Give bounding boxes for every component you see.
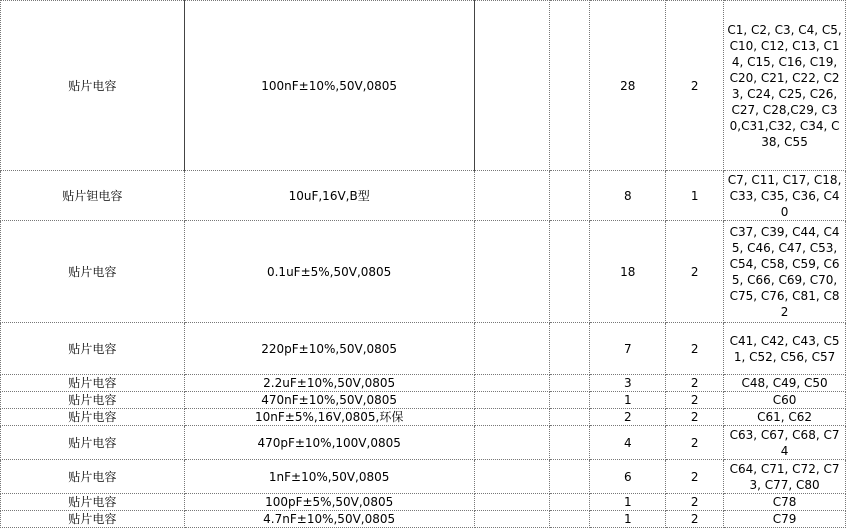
spec-cell[interactable]: 10nF±5%,16V,0805,环保 <box>184 409 474 426</box>
empty-cell[interactable] <box>550 221 590 323</box>
empty-cell[interactable] <box>550 375 590 392</box>
name-cell[interactable]: 贴片电容 <box>1 323 185 375</box>
spec-cell[interactable]: 0.1uF±5%,50V,0805 <box>184 221 474 323</box>
qty-cell[interactable]: 3 <box>590 375 666 392</box>
col7-cell[interactable]: 2 <box>666 460 724 494</box>
name-cell[interactable]: 贴片电容 <box>1 221 185 323</box>
empty-cell[interactable] <box>474 409 550 426</box>
refs-cell[interactable]: C63, C67, C68, C74 <box>724 426 846 460</box>
refs-cell[interactable]: C37, C39, C44, C45, C46, C47, C53, C54, C58, C59, C65, C66, C69, C70, C75, C76, C81, C82 <box>724 221 846 323</box>
name-cell[interactable]: 贴片电容 <box>1 494 185 511</box>
name-cell[interactable]: 贴片电容 <box>1 511 185 528</box>
refs-cell[interactable]: C1, C2, C3, C4, C5, C10, C12, C13, C14, C15, C16, C19, C20, C21, C22, C23, C24, C25, C26, C27, C28,C29, C30,C31,C32, C34, C38, C55 <box>724 1 846 171</box>
qty-cell[interactable]: 6 <box>590 460 666 494</box>
col7-cell[interactable]: 2 <box>666 494 724 511</box>
table-row[interactable] <box>1 171 846 221</box>
name-cell[interactable]: 贴片电容 <box>1 409 185 426</box>
table-row[interactable] <box>1 426 846 460</box>
refs-cell[interactable]: C48, C49, C50 <box>724 375 846 392</box>
spec-cell[interactable]: 10uF,16V,B型 <box>184 171 474 221</box>
empty-cell[interactable] <box>474 511 550 528</box>
name-cell[interactable]: 贴片电容 <box>1 426 185 460</box>
empty-cell[interactable] <box>474 460 550 494</box>
qty-cell[interactable]: 4 <box>590 426 666 460</box>
empty-cell[interactable] <box>550 171 590 221</box>
empty-cell[interactable] <box>474 221 550 323</box>
spec-cell[interactable]: 220pF±10%,50V,0805 <box>184 323 474 375</box>
qty-cell[interactable]: 28 <box>590 1 666 171</box>
col7-cell[interactable]: 1 <box>666 171 724 221</box>
spec-cell[interactable]: 470pF±10%,100V,0805 <box>184 426 474 460</box>
col7-cell[interactable]: 2 <box>666 323 724 375</box>
name-cell[interactable]: 贴片电容 <box>1 1 185 171</box>
col7-cell[interactable]: 2 <box>666 1 724 171</box>
qty-cell[interactable]: 1 <box>590 494 666 511</box>
table-row[interactable] <box>1 221 846 323</box>
table-row[interactable] <box>1 375 846 392</box>
table-row[interactable] <box>1 1 846 171</box>
refs-cell[interactable]: C79 <box>724 511 846 528</box>
refs-cell[interactable]: C78 <box>724 494 846 511</box>
name-cell[interactable]: 贴片电容 <box>1 375 185 392</box>
qty-cell[interactable]: 18 <box>590 221 666 323</box>
spec-cell[interactable]: 1nF±10%,50V,0805 <box>184 460 474 494</box>
empty-cell[interactable] <box>550 426 590 460</box>
spec-cell[interactable]: 2.2uF±10%,50V,0805 <box>184 375 474 392</box>
col7-cell[interactable]: 2 <box>666 221 724 323</box>
table-row[interactable] <box>1 460 846 494</box>
col7-cell[interactable]: 2 <box>666 426 724 460</box>
col7-cell[interactable]: 2 <box>666 392 724 409</box>
refs-cell[interactable]: C41, C42, C43, C51, C52, C56, C57 <box>724 323 846 375</box>
empty-cell[interactable] <box>474 426 550 460</box>
refs-cell[interactable]: C7, C11, C17, C18, C33, C35, C36, C40 <box>724 171 846 221</box>
empty-cell[interactable] <box>474 494 550 511</box>
empty-cell[interactable] <box>550 392 590 409</box>
empty-cell[interactable] <box>550 511 590 528</box>
empty-cell[interactable] <box>550 1 590 171</box>
table-row[interactable] <box>1 392 846 409</box>
qty-cell[interactable]: 2 <box>590 409 666 426</box>
col7-cell[interactable]: 2 <box>666 511 724 528</box>
spec-cell[interactable]: 4.7nF±10%,50V,0805 <box>184 511 474 528</box>
empty-cell[interactable] <box>550 460 590 494</box>
empty-cell[interactable] <box>474 323 550 375</box>
empty-cell[interactable] <box>474 375 550 392</box>
table-row[interactable] <box>1 409 846 426</box>
qty-cell[interactable]: 7 <box>590 323 666 375</box>
empty-cell[interactable] <box>550 323 590 375</box>
empty-cell[interactable] <box>550 494 590 511</box>
name-cell[interactable]: 贴片钽电容 <box>1 171 185 221</box>
refs-cell[interactable]: C60 <box>724 392 846 409</box>
spec-cell[interactable]: 100nF±10%,50V,0805 <box>184 1 474 171</box>
col7-cell[interactable]: 2 <box>666 409 724 426</box>
spec-cell[interactable]: 470nF±10%,50V,0805 <box>184 392 474 409</box>
table-row[interactable] <box>1 511 846 528</box>
qty-cell[interactable]: 1 <box>590 392 666 409</box>
empty-cell[interactable] <box>474 392 550 409</box>
empty-cell[interactable] <box>550 409 590 426</box>
name-cell[interactable]: 贴片电容 <box>1 460 185 494</box>
refs-cell[interactable]: C64, C71, C72, C73, C77, C80 <box>724 460 846 494</box>
spec-cell[interactable]: 100pF±5%,50V,0805 <box>184 494 474 511</box>
empty-cell[interactable] <box>474 1 550 171</box>
table-row[interactable] <box>1 323 846 375</box>
col7-cell[interactable]: 2 <box>666 375 724 392</box>
refs-cell[interactable]: C61, C62 <box>724 409 846 426</box>
qty-cell[interactable]: 8 <box>590 171 666 221</box>
table-row[interactable] <box>1 494 846 511</box>
name-cell[interactable]: 贴片电容 <box>1 392 185 409</box>
qty-cell[interactable]: 1 <box>590 511 666 528</box>
empty-cell[interactable] <box>474 171 550 221</box>
